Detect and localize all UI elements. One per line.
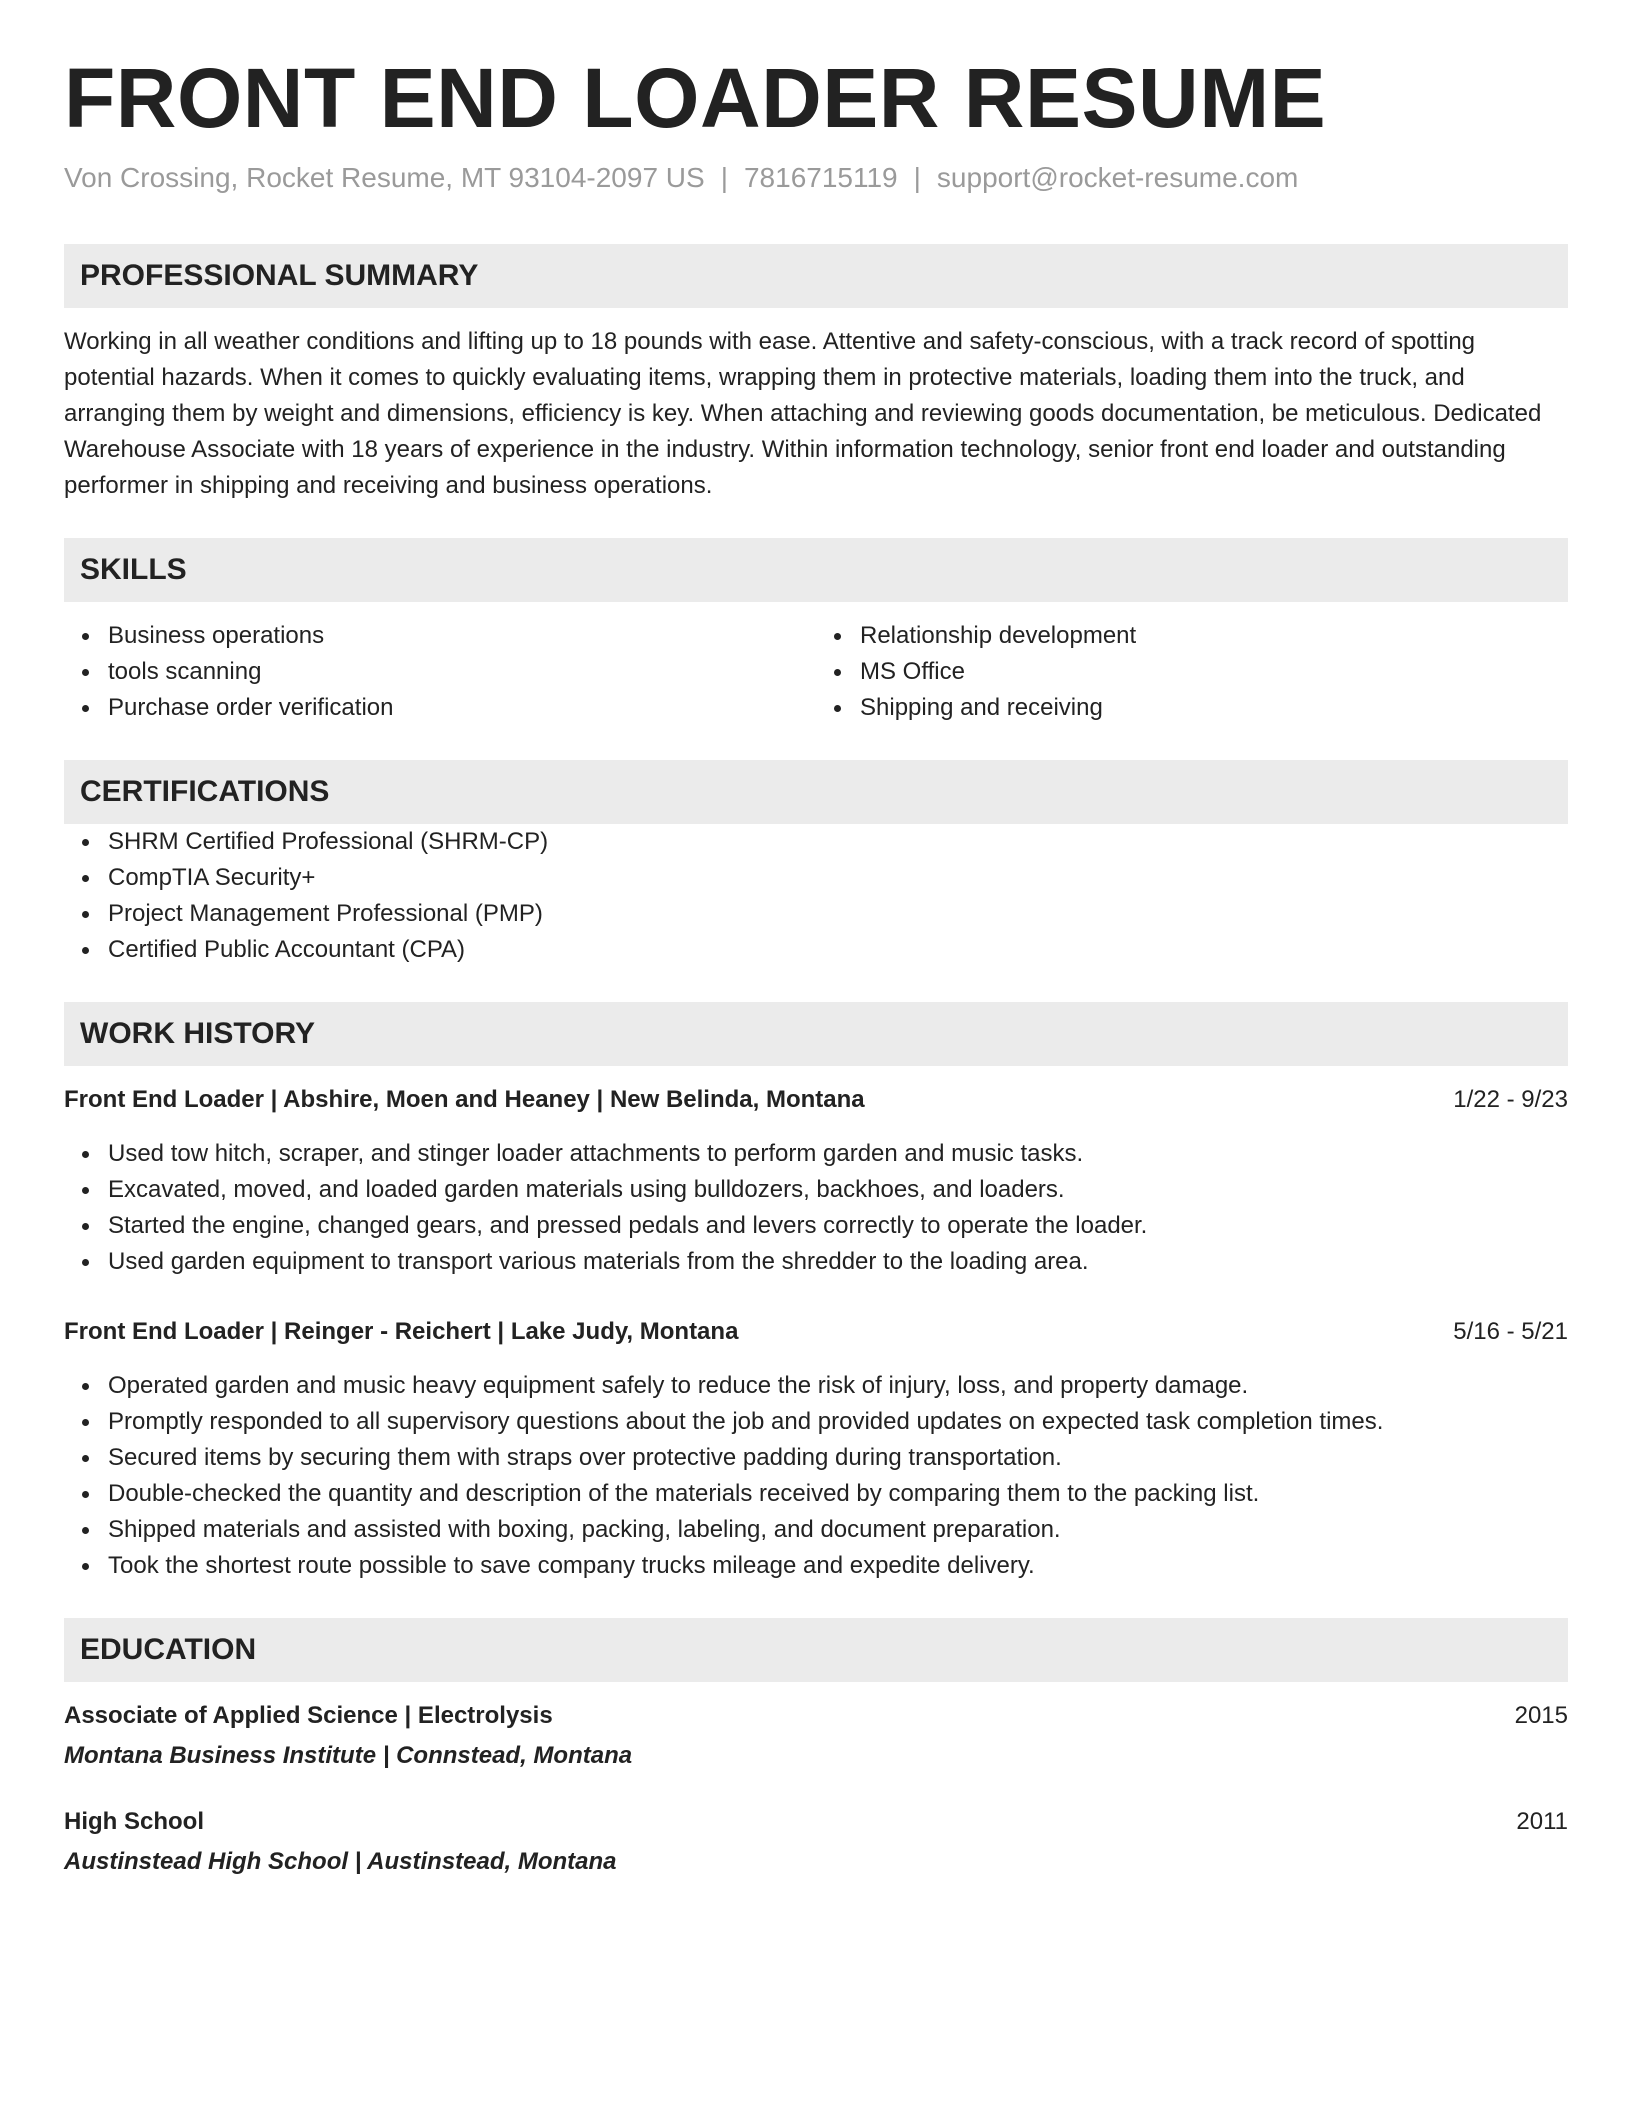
- section-header-summary: PROFESSIONAL SUMMARY: [64, 244, 1568, 308]
- skill-item: Relationship development: [816, 618, 1568, 654]
- job-title: Front End Loader | Abshire, Moen and Heaney | New Belinda, Montana: [64, 1086, 865, 1114]
- education-year: 2015: [1514, 1702, 1568, 1730]
- job-title: Front End Loader | Reinger - Reichert | Lake Judy, Montana: [64, 1318, 739, 1346]
- job-bullet: Took the shortest route possible to save company trucks mileage and expedite delivery.: [64, 1548, 1568, 1584]
- job-bullet: Operated garden and music heavy equipment safely to reduce the risk of injury, loss, and property damage.: [64, 1368, 1568, 1404]
- section-header-education: EDUCATION: [64, 1618, 1568, 1682]
- contact-email: support@rocket-resume.com: [936, 162, 1299, 194]
- education-header: [64, 1698, 1568, 1734]
- education-degree: High School: [64, 1808, 204, 1836]
- job-bullet: Excavated, moved, and loaded garden materials using bulldozers, backhoes, and loaders.: [64, 1172, 1568, 1208]
- job-bullet: Used garden equipment to transport various materials from the shredder to the loading area.: [64, 1244, 1568, 1280]
- contact-separator: |: [913, 162, 921, 194]
- skill-item: Shipping and receiving: [816, 690, 1568, 726]
- job-entry: [64, 1082, 1568, 1280]
- certification-item: SHRM Certified Professional (SHRM-CP): [64, 824, 1568, 860]
- contact-address: Von Crossing, Rocket Resume, MT 93104-2097 US: [64, 162, 705, 194]
- education-header: [64, 1804, 1568, 1840]
- job-bullet: Double-checked the quantity and description of the materials received by comparing them to the packing list.: [64, 1476, 1568, 1512]
- education-entry: [64, 1804, 1568, 1880]
- job-dates: 5/16 - 5/21: [1453, 1318, 1568, 1346]
- skill-item: MS Office: [816, 654, 1568, 690]
- job-bullet: Started the engine, changed gears, and pressed pedals and levers correctly to operate the loader.: [64, 1208, 1568, 1244]
- skills-column-left: [64, 618, 816, 726]
- section-header-skills: SKILLS: [64, 538, 1568, 602]
- job-bullets: [64, 1136, 1568, 1280]
- job-bullet: Shipped materials and assisted with boxing, packing, labeling, and document preparation.: [64, 1512, 1568, 1548]
- contact-line: [64, 162, 1568, 194]
- contact-phone: 7816715119: [743, 162, 898, 194]
- education-degree: Associate of Applied Science | Electrolysis: [64, 1702, 553, 1730]
- job-bullet: Secured items by securing them with straps over protective padding during transportation.: [64, 1440, 1568, 1476]
- certification-item: Project Management Professional (PMP): [64, 896, 1568, 932]
- education-school: Montana Business Institute | Connstead, Montana: [64, 1742, 633, 1770]
- job-header: [64, 1314, 1568, 1350]
- skill-item: Purchase order verification: [64, 690, 816, 726]
- certification-item: Certified Public Accountant (CPA): [64, 932, 1568, 968]
- skill-item: tools scanning: [64, 654, 816, 690]
- section-header-work-history: WORK HISTORY: [64, 1002, 1568, 1066]
- job-header: [64, 1082, 1568, 1118]
- skill-item: Business operations: [64, 618, 816, 654]
- job-entry: [64, 1314, 1568, 1584]
- certifications-list: [64, 824, 1568, 968]
- job-dates: 1/22 - 9/23: [1453, 1086, 1568, 1114]
- education-year: 2011: [1516, 1808, 1568, 1836]
- section-header-certifications: CERTIFICATIONS: [64, 760, 1568, 824]
- contact-separator: |: [720, 162, 728, 194]
- skills-list: [64, 618, 1568, 726]
- job-bullet: Used tow hitch, scraper, and stinger loader attachments to perform garden and music tasks.: [64, 1136, 1568, 1172]
- resume-title: FRONT END LOADER RESUME: [64, 51, 1327, 145]
- job-bullet: Promptly responded to all supervisory questions about the job and provided updates on expected task completion times.: [64, 1404, 1568, 1440]
- education-school: Austinstead High School | Austinstead, Montana: [64, 1848, 617, 1876]
- job-bullets: [64, 1368, 1568, 1584]
- certification-item: CompTIA Security+: [64, 860, 1568, 896]
- education-entry: [64, 1698, 1568, 1774]
- summary-text: Working in all weather conditions and lifting up to 18 pounds with ease. Attentive and safety-conscious, with a track record of spotting potential hazards. When it comes to quickly evaluating items, wrapping them in protective materials, loading them into the truck, and arranging them by weight and dimensions, efficiency is key. When attaching and reviewing goods documentation, be meticulous. Dedicated Warehouse Associate with 18 years of experience in the industry. Within information technology, senior front end loader and outstanding performer in shipping and receiving and business operations.: [64, 328, 1542, 500]
- skills-column-right: [816, 618, 1568, 726]
